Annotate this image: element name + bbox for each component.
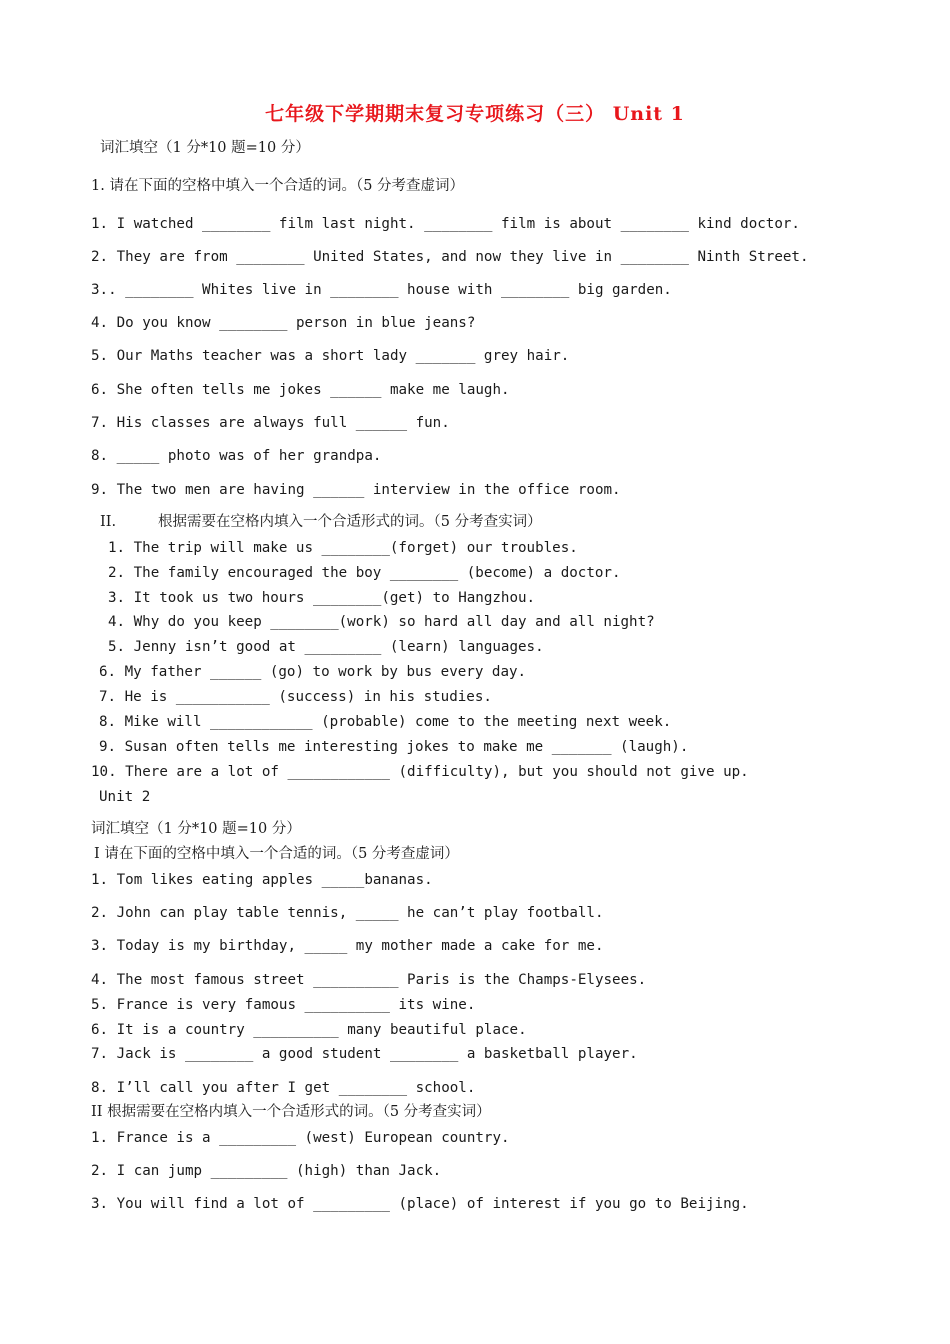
unit1-part2-heading: 根据需要在空格内填入一个合适形式的词。（5 分考查实词）: [158, 514, 542, 530]
unit2-part1-item: 2. John can play table tennis, _____ he can’t play football.: [91, 905, 604, 921]
unit2-part2-item: 3. You will find a lot of _________ (place) of interest if you go to Beijing.: [91, 1196, 749, 1212]
unit1-part2-item: 6. My father ______ (go) to work by bus every day.: [99, 664, 527, 680]
unit1-part1-item: 3.. ________ Whites live in ________ house with ________ big garden.: [91, 282, 672, 298]
unit1-vocab-header: 词汇填空（1 分*10 题=10 分）: [100, 140, 310, 156]
unit1-part1-item: 9. The two men are having ______ interview in the office room.: [91, 482, 621, 498]
unit1-part1-item: 2. They are from ________ United States, and now they live in ________ Ninth Street.: [91, 249, 809, 265]
unit1-part2-item: 3. It took us two hours ________(get) to Hangzhou.: [108, 590, 536, 606]
unit1-part1-item: 4. Do you know ________ person in blue jeans?: [91, 315, 476, 331]
unit1-part1-item: 7. His classes are always full ______ fun.: [91, 415, 450, 431]
unit2-part2-item: 1. France is a _________ (west) European country.: [91, 1130, 510, 1146]
unit2-part2-item: 2. I can jump _________ (high) than Jack.: [91, 1163, 442, 1179]
unit1-part2-item: 5. Jenny isn’t good at _________ (learn) languages.: [108, 639, 544, 655]
unit2-part1-item: 4. The most famous street __________ Paris is the Champs-Elysees.: [91, 972, 647, 988]
page-title: 七年级下学期期末复习专项练习（三） Unit 1: [265, 103, 685, 125]
unit1-part1-item: 5. Our Maths teacher was a short lady _______ grey hair.: [91, 348, 570, 364]
unit1-part2-item: 7. He is ___________ (success) in his studies.: [99, 689, 492, 705]
unit1-part2-item: 4. Why do you keep ________(work) so hard all day and all night?: [108, 614, 655, 630]
unit1-part2-item: 2. The family encouraged the boy ________ (become) a doctor.: [108, 565, 621, 581]
unit1-part2-item: 1. The trip will make us ________(forget) our troubles.: [108, 540, 578, 556]
unit2-part1-item: 6. It is a country __________ many beautiful place.: [91, 1022, 527, 1038]
unit1-part2-item: 8. Mike will ____________ (probable) come to the meeting next week.: [99, 714, 672, 730]
unit1-part2-item: 10. There are a lot of ____________ (difficulty), but you should not give up.: [91, 764, 749, 780]
unit1-part2-heading-number: II.: [100, 514, 117, 530]
unit2-part1-item: 7. Jack is ________ a good student ________ a basketball player.: [91, 1046, 638, 1062]
unit1-part1-item: 6. She often tells me jokes ______ make me laugh.: [91, 382, 510, 398]
unit1-part1-item: 8. _____ photo was of her grandpa.: [91, 448, 382, 464]
unit1-part1-heading: 1. 请在下面的空格中填入一个合适的词。（5 分考查虚词）: [91, 178, 465, 194]
unit1-part1-item: 1. I watched ________ film last night. ________ film is about ________ kind doctor.: [91, 216, 800, 232]
unit2-part1-item: 5. France is very famous __________ its wine.: [91, 997, 476, 1013]
unit2-part1-item: 1. Tom likes eating apples _____bananas.: [91, 872, 433, 888]
unit2-part1-item: 3. Today is my birthday, _____ my mother made a cake for me.: [91, 938, 604, 954]
unit2-part1-item: 8. I’ll call you after I get ________ school.: [91, 1080, 476, 1096]
unit2-part2-heading: II 根据需要在空格内填入一个合适形式的词。（5 分考查实词）: [91, 1104, 491, 1120]
unit2-vocab-header: 词汇填空（1 分*10 题=10 分）: [91, 821, 301, 837]
unit2-title: Unit 2: [99, 789, 151, 805]
unit1-part2-item: 9. Susan often tells me interesting jokes to make me _______ (laugh).: [99, 739, 689, 755]
unit2-part1-heading: I 请在下面的空格中填入一个合适的词。（5 分考查虚词）: [94, 846, 459, 862]
